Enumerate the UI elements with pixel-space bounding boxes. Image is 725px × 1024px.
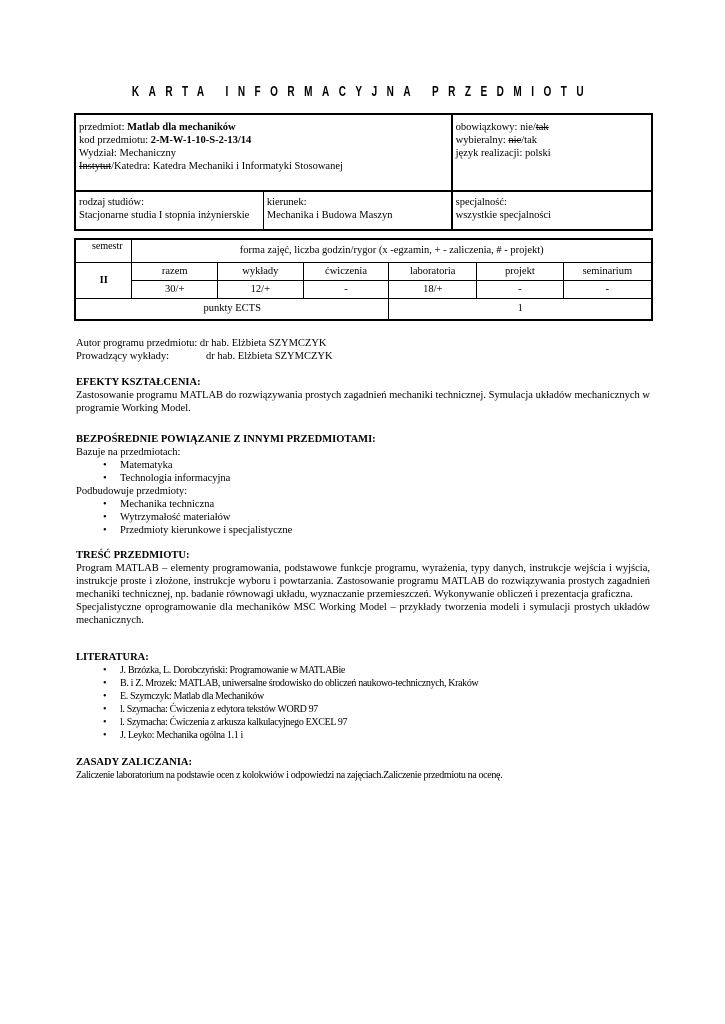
ects-value: 1 — [389, 298, 652, 320]
literature-section — [76, 651, 650, 742]
code-row — [79, 134, 448, 147]
hours-header-seminarium: seminarium — [563, 262, 652, 280]
based-on-list — [76, 459, 650, 485]
list-item: • J. Brzózka, L. Dorobczyński: Programowanie w MATLABie — [120, 664, 650, 677]
study-type-label: rodzaj studiów: — [79, 197, 145, 208]
code-label: kod przedmiotu: — [79, 135, 151, 146]
authors-section — [76, 337, 650, 363]
literature-heading: LITERATURA: — [76, 652, 149, 663]
supports-label: Podbudowuje przedmioty: — [76, 486, 188, 497]
subject-label: przedmiot: — [79, 122, 128, 133]
faculty: Wydział: Mechaniczny — [79, 148, 177, 159]
ects-label: punkty ECTS — [75, 298, 389, 320]
lecturer-row — [76, 350, 650, 363]
hours-header-laboratoria: laboratoria — [389, 262, 477, 280]
field-label: kierunek: — [266, 197, 307, 208]
field-cell — [263, 191, 451, 230]
course-status-cell — [452, 114, 652, 191]
elective-value: /tak — [521, 135, 537, 146]
study-type-value: Stacjonarne studia I stopnia inżynierskie — [79, 210, 250, 221]
grading-text: Zaliczenie laboratorium na podstawie ocen z kolokwiów i odpowiedzi na zajęciach.Zaliczenie przedmiotu na ocenę. — [76, 770, 503, 781]
grading-section — [76, 756, 650, 782]
subject-value: Matlab dla mechaników — [127, 122, 236, 133]
lecturer-label: Prowadzący wykłady: — [76, 351, 170, 362]
related-subjects-section — [76, 433, 650, 537]
literature-list — [76, 664, 650, 742]
list-item: • l. Szymacha: Ćwiczenia z edytora tekstów WORD 97 — [120, 703, 650, 716]
specialization-label: specjalność: — [455, 197, 507, 208]
learning-outcomes-section — [76, 376, 650, 415]
course-content-text-2: Specjalistyczne oprogramowanie dla mechaników MSC Working Model – przykłady tworzenia modeli i symulacji prostych układów mechanicznych. — [76, 602, 650, 626]
semester-header: semestr — [75, 239, 132, 262]
list-item: • J. Leyko: Mechanika ogólna 1.1 i — [120, 729, 650, 742]
list-item: • l. Szymacha: Ćwiczenia z arkusza kalkulacyjnego EXCEL 97 — [120, 716, 650, 729]
grading-heading: ZASADY ZALICZANIA: — [76, 757, 193, 768]
supports-list — [76, 498, 650, 537]
based-on-label: Bazuje na przedmiotach: — [76, 447, 181, 458]
page-title: KARTA INFORMACYJNA PRZEDMIOTU — [131, 84, 594, 101]
course-info-table — [74, 113, 653, 231]
hours-header-cwiczenia: ćwiczenia — [303, 262, 389, 280]
related-subjects-heading: BEZPOŚREDNIE POWIĄZANIE Z INNYMI PRZEDMIOTAMI: — [76, 434, 376, 445]
program-author: Autor programu przedmiotu: dr hab. Elżbieta SZYMCZYK — [76, 338, 327, 349]
hours-value-razem: 30/+ — [132, 280, 218, 298]
hours-value-cwiczenia: - — [303, 280, 389, 298]
list-item: • E. Szymczyk: Matlab dla Mechaników — [120, 690, 650, 703]
hours-value-laboratoria: 18/+ — [389, 280, 477, 298]
mandatory-label: obowiązkowy: nie/ — [455, 122, 536, 133]
course-details-cell — [75, 114, 452, 191]
hours-value-seminarium: - — [563, 280, 652, 298]
hours-header-projekt: projekt — [477, 262, 564, 280]
subject-row — [79, 121, 448, 134]
department: /Katedra: Katedra Mechaniki i Informatyki Stosowanej — [111, 161, 343, 172]
hours-header-wyklady: wykłady — [218, 262, 304, 280]
code-value: 2-M-W-1-10-S-2-13/14 — [150, 135, 252, 146]
hours-value-wyklady: 12/+ — [218, 280, 304, 298]
list-item: • Mechanika techniczna — [120, 498, 650, 511]
list-item: • Przedmioty kierunkowe i specjalistyczne — [120, 524, 650, 537]
department-row — [79, 160, 448, 173]
field-value: Mechanika i Budowa Maszyn — [266, 210, 393, 221]
list-item: • B. i Z. Mrozek: MATLAB, uniwersalne środowisko do obliczeń naukowo-technicznych, Kraków — [120, 677, 650, 690]
specialization-cell — [452, 191, 652, 230]
hours-value-projekt: - — [477, 280, 564, 298]
list-item: • Wytrzymałość materiałów — [120, 511, 650, 524]
mandatory-row — [456, 121, 648, 134]
elective-struck: nie — [508, 135, 522, 146]
semester-value: II — [75, 262, 132, 298]
list-item: • Technologia informacyjna — [120, 472, 650, 485]
lecturer-value: dr hab. Elżbieta SZYMCZYK — [206, 351, 333, 362]
course-content-heading: TREŚĆ PRZEDMIOTU: — [76, 550, 190, 561]
study-type-cell — [75, 191, 263, 230]
course-content-text-1: Program MATLAB – elementy programowania, podstawowe funkcje programu, wyrażenia, typy danych, instrukcje wejścia i wyjścia, instrukcje proste i złożone, instrukcje wyboru i powtarzania. Zastosowanie programu MATLAB do rozwiązywania prostych zagadnień mechaniki technicznej, np. badanie równowagi układu, wyznaczanie przemieszczeń. Wykonywanie obliczeń i prezentacja graficzna. — [76, 563, 650, 600]
mandatory-struck: tak — [535, 122, 549, 133]
learning-outcomes-heading: EFEKTY KSZTAŁCENIA: — [76, 377, 201, 388]
language: język realizacji: polski — [455, 148, 551, 159]
form-header: forma zajęć, liczba godzin/rygor (x -egzamin, + - zaliczenia, # - projekt) — [132, 239, 652, 262]
list-item: • Matematyka — [120, 459, 650, 472]
elective-label: wybieralny: — [455, 135, 509, 146]
course-content-section — [76, 549, 650, 627]
institute-struck: Instytut — [79, 161, 112, 172]
hours-table — [74, 238, 653, 321]
elective-row — [456, 134, 648, 147]
specialization-value: wszystkie specjalności — [455, 210, 551, 221]
learning-outcomes-text: Zastosowanie programu MATLAB do rozwiązywania prostych zagadnień mechaniki technicznej. Symulacja układów mechanicznych w programie Working Model. — [76, 390, 650, 414]
hours-header-razem: razem — [132, 262, 218, 280]
